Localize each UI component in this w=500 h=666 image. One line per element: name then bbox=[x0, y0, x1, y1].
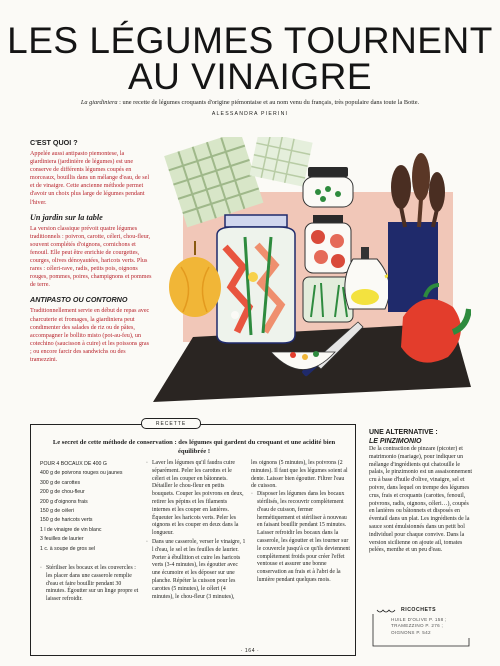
ricochet-link[interactable]: HUILE D'OLIVE P. 158 ; bbox=[391, 617, 447, 622]
ricochets-links bbox=[391, 617, 473, 636]
page-number: · 164 · bbox=[240, 648, 260, 654]
recipe-tag: RECETTE bbox=[141, 418, 201, 429]
recipe-step-2: · Laver les légumes qu'il faudra cuire séparément. Peler les carottes et le céleri et les couper en bâtonnets. Détailler le chou-fleur en petits bouquets. Couper les poivrons en deux, retirer les pépins et les filaments internes et les couper en lanières. Équeuter les haricots verts. Peler les oignons et les couper en deux dans la longueur. bbox=[146, 460, 246, 538]
ingredient-item: 3 feuilles de laurier bbox=[40, 536, 84, 543]
alternative-heading-line1: UNE ALTERNATIVE : bbox=[369, 429, 438, 436]
text-cest-quoi: Appelée aussi antipasto piemontese, la giardiniera (jardinière de légumes) est une conserve de différents légumes coupés en morceaux, bouillis dans un mélange d'eau, de sel et de vinaigre. Cette ancienne méthode permet d'avoir un choix plus large de légumes pendant l'hiver. bbox=[30, 151, 150, 206]
intro-body: : une recette de légumes croquants d'origine piémontaise et au nom venu du français, très populaire dans toute la Botte. bbox=[117, 99, 420, 106]
ingredients-title: POUR 4 BOCAUX DE 400 G bbox=[40, 461, 107, 467]
recipe-column-3 bbox=[251, 460, 351, 586]
ingredient-item: 1 l de vinaigre de vin blanc bbox=[40, 526, 102, 533]
recipe-intro: Le secret de cette méthode de conservation : des légumes qui gardent du croquant et une acidité bien équilibrée ! bbox=[52, 439, 336, 455]
ingredient-item: 150 g de céleri bbox=[40, 508, 75, 515]
alternative-heading bbox=[369, 428, 477, 446]
heading-cest-quoi: C'EST QUOI ? bbox=[30, 138, 78, 147]
big-giardiniera-jar-icon bbox=[217, 215, 295, 343]
text-jardin: La version classique prévoit quatre légumes traditionnels : poivron, carotte, céleri, chou-fleur, souvent complétés d'oignons, cornichons et fenouil. Elle peut être enrichie de courgettes, courges, olives dénoyautées, haricots verts. Plus rares : céleri-rave, radis, petits pois, oignons rouges, pommes, poires, champignons et pommes de terre. bbox=[30, 225, 152, 289]
alternative-text: De la contraction de pinzare (picoter) et matrimonio (mariage), pour indiquer un mélange d'ingrédients qui chatouille le palais, le pinzimonio est un assaisonnement cru à base d'huile d'olive, vinaigre, sel et poivre, dans lequel on trempe des légumes crus, frais et croquants (carottes, fenouil, poivrons, radis, oignons, céleri…), coupés en lanières ou bâtonnets et disposés en éventail dans un plat. Les ingrédients de la sauce sont émulsionnés dans un petit bol individuel pour chaque convive. Dans la version sicilienne on ajoute ail, tomates pelées, menthe et un peu d'eau. bbox=[369, 446, 473, 554]
ricochets-heading: RICOCHETS bbox=[401, 607, 437, 613]
giardiniera-illustration bbox=[153, 137, 471, 407]
recipe-step-1 bbox=[40, 565, 140, 605]
left-column bbox=[30, 138, 152, 364]
ingredient-item: 400 g de poivrons rouges ou jaunes bbox=[40, 470, 123, 477]
alternative-heading-line2: LE PINZIMONIO bbox=[369, 438, 422, 445]
recipe-step-4: · Disposer les légumes dans les bocaux stérilisés, les recouvrir complètement d'eau de cuisson, fermer hermétiquement et stériliser à nouveau en faisant bouillir pendant 15 minutes. Laisser refroidir les bocaux dans la casserole, les égoutter et les tourner sur le couvercle jusqu'à ce qu'ils deviennent complètement froids pour créer l'effet ventouse et assurer une bonne conservation au frais et à l'abri de la lumière pendant quelques mois. bbox=[251, 491, 351, 585]
ingredient-item: 300 g de carottes bbox=[40, 479, 81, 486]
intro-text bbox=[40, 98, 460, 107]
ricochet-wave-icon bbox=[377, 610, 395, 612]
ingredients-list bbox=[40, 460, 140, 554]
recipe-step-3-continued: les oignons (5 minutes), les poivrons (2 minutes). Il faut que les légumes soient al dente. Laisser bien égoutter. Filtrer l'eau de cuisson. bbox=[251, 460, 348, 490]
ingredient-item: 200 g de chou-fleur bbox=[40, 489, 85, 496]
intro-italic: La giardiniera bbox=[80, 99, 118, 106]
ingredient-item: 150 g de haricots verts bbox=[40, 517, 93, 524]
heading-antipasto: ANTIPASTO OU CONTORNO bbox=[30, 295, 128, 305]
ricochet-link[interactable]: TRAMEZZINO P. 276 ; bbox=[391, 623, 444, 629]
ingredient-item: 1 c. à soupe de gros sel bbox=[40, 545, 96, 552]
page-title-line1: LES LÉGUMES TOURNENT bbox=[7, 20, 493, 61]
step-text: · Stériliser les bocaux et les couvercles : les placer dans une casserole remplie d'eau et faire bouillir pendant 30 minutes. Égoutter sur un linge propre et laisser refroidir. bbox=[40, 565, 140, 604]
page-title-line2: AU VINAIGRE bbox=[128, 56, 372, 97]
ingredient-item: 200 g d'oignons frais bbox=[40, 498, 88, 505]
recipe-step-3: · Dans une casserole, verser le vinaigre, 1 l d'eau, le sel et les feuilles de laurier. Porter à ébullition et cuire les haricots verts (3-4 minutes), les égoutter avec une écumoire et les déposer sur une planche. Répéter la cuisson pour les carottes (5 minutes), le céleri (4 minutes), le chou-fleur (3 minutes), bbox=[146, 539, 246, 601]
recipe-column-2 bbox=[146, 460, 246, 602]
text-antipasto: Traditionnellement servie en début de repas avec charcuterie et fromages, la giardiniera peut condimenter des salades de riz ou de pâtes, accompagner le bollito misto (pot-au-feu), un cotechino (saucisson à cuire) et les poissons gras ; ou encore farcir des sandwichs ou des tramezzini. bbox=[30, 308, 150, 363]
ricochet-link[interactable]: OIGNONS P. 542 bbox=[391, 629, 431, 635]
utensil-pot-icon bbox=[388, 153, 445, 312]
author-name: ALESSANDRA PIERINI bbox=[211, 111, 289, 117]
heading-jardin: Un jardin sur la table bbox=[30, 212, 103, 222]
pepper-jar-icon bbox=[303, 167, 353, 207]
tomato-jar-icon bbox=[305, 215, 351, 273]
